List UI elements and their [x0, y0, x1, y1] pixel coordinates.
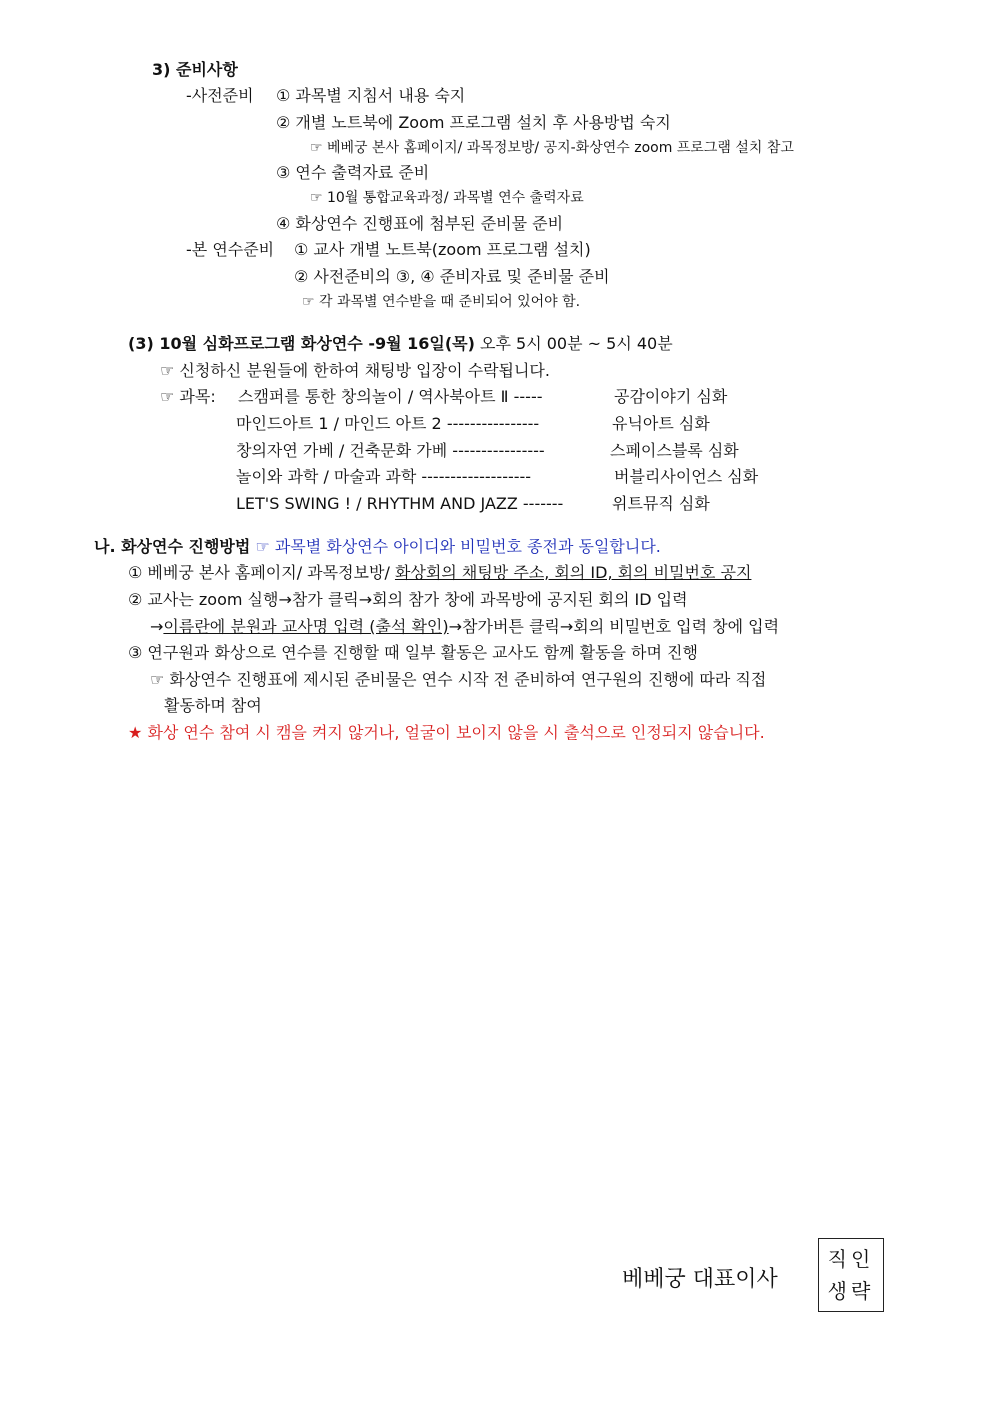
pre-item-3: ③ 연수 출력자료 준비: [276, 163, 430, 182]
pre-item-4: ④ 화상연수 진행표에 첨부된 준비물 준비: [276, 214, 564, 233]
main-item-1: ① 교사 개별 노트북(zoom 프로그램 설치): [294, 240, 591, 259]
method-step-1-underlined: 화상회의 채팅방 주소, 회의 ID, 회의 비밀번호 공지: [394, 563, 752, 582]
warning-text: 화상 연수 참여 시 캠을 켜지 않거나, 얼굴이 보이지 않을 시 출석으로 인정되지 않습니다.: [147, 723, 765, 742]
subject-name: 마인드아트 1 / 마인드 아트 2 ----------------: [236, 414, 540, 433]
method-heading-note: ☞ 과목별 화상연수 아이디와 비밀번호 종전과 동일합니다.: [255, 537, 661, 556]
subject-name: 스캠퍼를 통한 창의놀이 / 역사북아트 Ⅱ -----: [238, 387, 543, 406]
method-step-3-note-cont: 활동하며 참여: [164, 696, 262, 715]
subject-name: LET'S SWING ! / RHYTHM AND JAZZ -------: [236, 494, 564, 513]
pre-label: -사전준비: [186, 86, 254, 105]
method-step-2-arrow: →: [150, 617, 164, 636]
method-step-2-underlined: 이름란에 분원과 교사명 입력 (출석 확인): [163, 617, 449, 636]
subject-result: 위트뮤직 심화: [612, 494, 710, 513]
main-label: -본 연수준비: [186, 240, 275, 259]
seal-line-1: 직인: [827, 1247, 875, 1271]
method-step-3: ③ 연구원과 화상으로 연수를 진행할 때 일부 활동은 교사도 함께 활동을 하며 진행: [128, 643, 698, 662]
subject-name: 창의자연 가베 / 건축문화 가베 ----------------: [236, 441, 545, 460]
signature: 베베궁 대표이사: [622, 1267, 778, 1292]
method-heading: 나. 화상연수 진행방법: [94, 537, 251, 556]
main-item-2: ② 사전준비의 ③, ④ 준비자료 및 준비물 준비: [294, 267, 610, 286]
star-icon: ★: [128, 723, 143, 742]
method-step-2-cont: [150, 617, 779, 637]
seal-box: [818, 1238, 884, 1312]
seal-line-2: 생략: [827, 1279, 875, 1303]
subject-result: 스페이스블록 심화: [610, 441, 739, 460]
deep-heading-time: 오후 5시 00분 ~ 5시 40분: [474, 334, 673, 353]
subject-result: 공감이야기 심화: [614, 387, 728, 406]
method-step-2-rest: →참가버튼 클릭→회의 비밀번호 입력 창에 입력: [448, 617, 780, 636]
pre-item-2-note: ☞ 베베궁 본사 홈페이지/ 과목정보방/ 공지-화상연수 zoom 프로그램 설치 참고: [310, 140, 794, 156]
deep-note: ☞ 신청하신 분원들에 한하여 채팅방 입장이 수락됩니다.: [160, 361, 550, 380]
pre-item-3-note: ☞ 10월 통합교육과정/ 과목별 연수 출력자료: [310, 190, 584, 206]
pre-item-1: ① 과목별 지침서 내용 숙지: [276, 86, 466, 105]
subject-result: 버블리사이언스 심화: [614, 467, 759, 486]
deep-heading-bold: (3) 10월 심화프로그램 화상연수 -9월 16일(목): [128, 334, 475, 353]
warning-line: [128, 723, 765, 743]
method-step-1: [128, 563, 751, 583]
prep-heading: 3) 준비사항: [152, 60, 238, 79]
subject-name: 놀이와 과학 / 마술과 과학 -------------------: [236, 467, 532, 486]
subject-result: 유닉아트 심화: [612, 414, 710, 433]
method-step-3-note: ☞ 화상연수 진행표에 제시된 준비물은 연수 시작 전 준비하여 연구원의 진행에 따라 직접: [150, 670, 767, 689]
method-heading-line: [94, 537, 661, 557]
method-step-2: ② 교사는 zoom 실행→참가 클릭→회의 참가 창에 과목방에 공지된 회의 ID 입력: [128, 590, 688, 609]
pre-item-2: ② 개별 노트북에 Zoom 프로그램 설치 후 사용방법 숙지: [276, 113, 671, 132]
deep-heading: [128, 334, 673, 354]
method-step-1-text: ① 베베궁 본사 홈페이지/ 과목정보방/: [128, 563, 395, 582]
main-note: ☞ 각 과목별 연수받을 때 준비되어 있어야 함.: [302, 294, 581, 310]
subjects-label: ☞ 과목:: [160, 387, 216, 406]
